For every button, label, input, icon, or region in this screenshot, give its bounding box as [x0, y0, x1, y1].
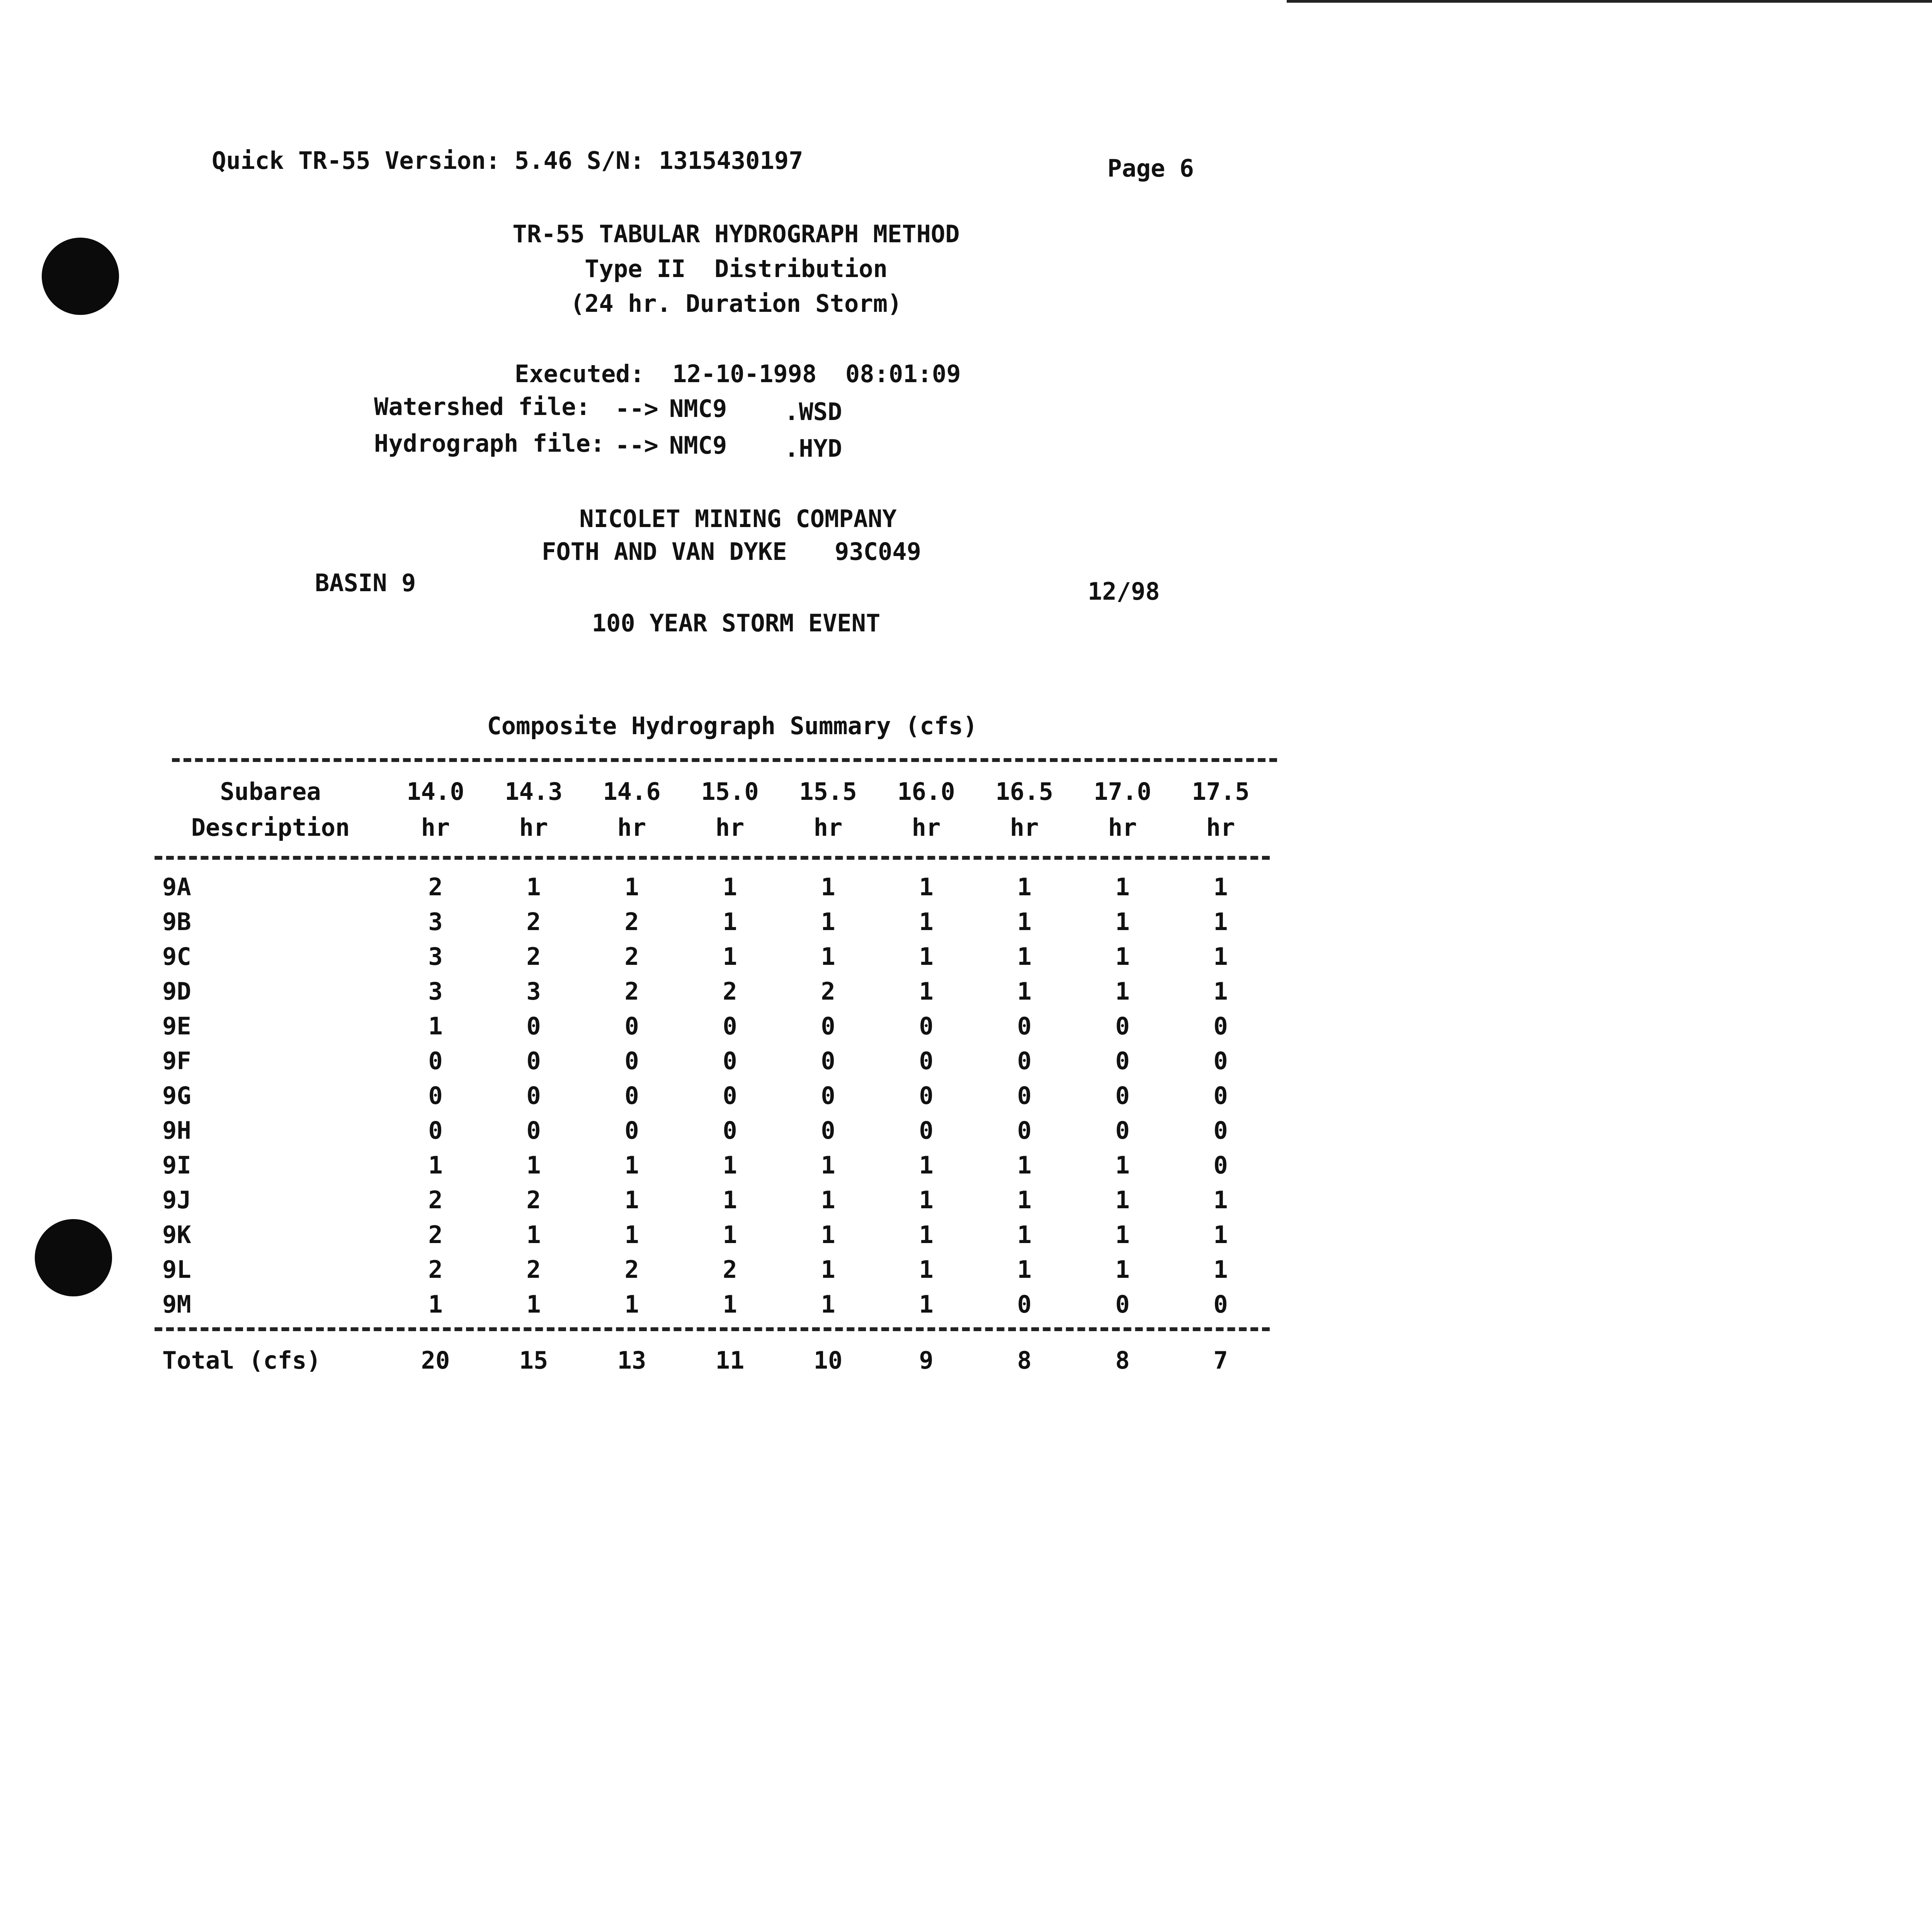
flow-cell: 0	[1213, 1116, 1228, 1145]
column-unit: hr	[519, 813, 548, 842]
column-unit: hr	[813, 813, 843, 842]
column-time: 14.6	[603, 777, 661, 806]
subarea-label: 9D	[162, 977, 191, 1005]
flow-cell: 1	[821, 1185, 835, 1214]
flow-cell: 2	[428, 1255, 443, 1284]
flow-cell: 1	[919, 1151, 934, 1179]
flow-cell: 0	[821, 1012, 835, 1040]
table-row	[155, 1113, 1270, 1148]
column-header	[779, 773, 877, 846]
subarea-label: 9M	[162, 1290, 191, 1318]
flow-cell: 0	[624, 1081, 639, 1110]
table-title: Composite Hydrograph Summary (cfs)	[487, 712, 978, 740]
flow-cell: 0	[1213, 1081, 1228, 1110]
flow-cell: 1	[723, 1290, 737, 1318]
flow-cell: 2	[624, 907, 639, 936]
page-number: Page 6	[1107, 154, 1194, 182]
column-time: 17.5	[1192, 777, 1250, 806]
column-time: 16.5	[995, 777, 1053, 806]
flow-cell: 1	[723, 872, 737, 901]
flow-cell: 0	[526, 1012, 541, 1040]
subarea-label: 9G	[162, 1081, 191, 1110]
flow-cell: 1	[526, 872, 541, 901]
total-cell: 10	[813, 1346, 843, 1374]
flow-cell: 1	[1213, 1185, 1228, 1214]
flow-cell: 1	[821, 1255, 835, 1284]
hydrograph-file-name: NMC9	[669, 431, 727, 459]
flow-cell: 1	[624, 1290, 639, 1318]
flow-cell: 0	[1017, 1290, 1032, 1318]
flow-cell: 1	[821, 1151, 835, 1179]
flow-cell: 1	[1017, 1185, 1032, 1214]
subarea-header	[155, 773, 386, 846]
total-cell: 15	[519, 1346, 548, 1374]
subarea-label: 9B	[162, 907, 191, 936]
executed-value: 12-10-1998 08:01:09	[672, 360, 961, 388]
flow-cell: 2	[526, 942, 541, 971]
flow-cell: 2	[624, 1255, 639, 1284]
flow-cell: 0	[723, 1116, 737, 1145]
flow-cell: 1	[526, 1290, 541, 1318]
subarea-label: 9E	[162, 1012, 191, 1040]
storm-duration: (24 hr. Duration Storm)	[570, 289, 902, 318]
flow-cell: 2	[526, 907, 541, 936]
table-row	[155, 1043, 1270, 1078]
flow-cell: 1	[1213, 977, 1228, 1005]
binder-hole-top	[42, 238, 119, 315]
total-cell: 9	[919, 1346, 934, 1374]
job-number: 93C049	[835, 537, 921, 566]
column-header	[583, 773, 681, 846]
flow-cell: 2	[428, 1185, 443, 1214]
subarea-label: 9F	[162, 1046, 191, 1075]
total-cell: 13	[617, 1346, 646, 1374]
executed-label: Executed:	[515, 360, 645, 388]
column-unit: hr	[421, 813, 450, 842]
table-row	[155, 939, 1270, 974]
table-row	[155, 904, 1270, 939]
firm-name: FOTH AND VAN DYKE	[542, 537, 787, 566]
table-row	[155, 1217, 1270, 1252]
total-row	[155, 1337, 1270, 1383]
total-cell: 8	[1115, 1346, 1130, 1374]
flow-cell: 1	[1115, 977, 1130, 1005]
flow-cell: 0	[624, 1116, 639, 1145]
flow-cell: 1	[821, 907, 835, 936]
flow-cell: 1	[919, 1290, 934, 1318]
total-label: Total (cfs)	[162, 1346, 321, 1374]
flow-cell: 1	[1115, 942, 1130, 971]
column-unit: hr	[1108, 813, 1137, 842]
flow-cell: 1	[723, 1151, 737, 1179]
flow-cell: 1	[1213, 872, 1228, 901]
table-row	[155, 869, 1270, 904]
flow-cell: 0	[624, 1012, 639, 1040]
header-separator-row	[155, 846, 1270, 869]
flow-cell: 0	[1017, 1046, 1032, 1075]
table-body	[155, 869, 1270, 1321]
subarea-label: 9I	[162, 1151, 191, 1179]
flow-cell: 2	[624, 977, 639, 1005]
flow-cell: 1	[526, 1220, 541, 1249]
flow-cell: 1	[821, 942, 835, 971]
flow-cell: 0	[526, 1081, 541, 1110]
flow-cell: 1	[1115, 1151, 1130, 1179]
table-row	[155, 1182, 1270, 1217]
column-unit: hr	[715, 813, 745, 842]
flow-cell: 1	[1017, 977, 1032, 1005]
flow-cell: 3	[428, 977, 443, 1005]
flow-cell: 1	[1017, 1255, 1032, 1284]
column-time: 15.0	[701, 777, 759, 806]
column-header	[386, 773, 485, 846]
flow-cell: 0	[821, 1081, 835, 1110]
flow-cell: 0	[428, 1046, 443, 1075]
flow-cell: 0	[1213, 1012, 1228, 1040]
table-header-row	[155, 773, 1270, 846]
table-row	[155, 1148, 1270, 1182]
flow-cell: 3	[526, 977, 541, 1005]
subarea-label: 9K	[162, 1220, 191, 1249]
flow-cell: 1	[1115, 907, 1130, 936]
table-row	[155, 1287, 1270, 1321]
flow-cell: 1	[624, 1151, 639, 1179]
flow-cell: 1	[624, 872, 639, 901]
subarea-label: 9C	[162, 942, 191, 971]
company-name: NICOLET MINING COMPANY	[579, 505, 897, 533]
watershed-file-arrow: -->	[615, 395, 658, 423]
flow-cell: 2	[428, 1220, 443, 1249]
header-rule	[155, 856, 1270, 860]
flow-cell: 0	[723, 1081, 737, 1110]
total-cell: 8	[1017, 1346, 1032, 1374]
column-unit: hr	[1206, 813, 1235, 842]
flow-cell: 3	[428, 942, 443, 971]
flow-cell: 0	[1213, 1151, 1228, 1179]
flow-cell: 1	[1017, 907, 1032, 936]
total-separator-row	[155, 1321, 1270, 1337]
column-header	[877, 773, 975, 846]
flow-cell: 0	[1213, 1046, 1228, 1075]
flow-cell: 2	[624, 942, 639, 971]
total-cell: 20	[421, 1346, 450, 1374]
column-unit: hr	[617, 813, 646, 842]
table-row	[155, 1078, 1270, 1113]
flow-cell: 2	[723, 977, 737, 1005]
flow-cell: 2	[526, 1255, 541, 1284]
table-top-rule	[172, 758, 1277, 762]
flow-cell: 0	[526, 1116, 541, 1145]
flow-cell: 1	[919, 1220, 934, 1249]
flow-cell: 1	[1213, 942, 1228, 971]
total-rule	[155, 1327, 1270, 1331]
flow-cell: 0	[526, 1046, 541, 1075]
flow-cell: 1	[428, 1151, 443, 1179]
flow-cell: 1	[1115, 1220, 1130, 1249]
flow-cell: 0	[1115, 1012, 1130, 1040]
flow-cell: 2	[723, 1255, 737, 1284]
flow-cell: 0	[723, 1046, 737, 1075]
flow-cell: 3	[428, 907, 443, 936]
flow-cell: 1	[723, 907, 737, 936]
column-time: 15.5	[799, 777, 857, 806]
hydrograph-table	[155, 773, 1270, 1383]
flow-cell: 1	[723, 1185, 737, 1214]
flow-cell: 1	[919, 1255, 934, 1284]
flow-cell: 1	[1213, 907, 1228, 936]
table-row	[155, 1252, 1270, 1287]
column-header	[485, 773, 583, 846]
flow-cell: 1	[428, 1290, 443, 1318]
flow-cell: 0	[821, 1116, 835, 1145]
subarea-label: 9L	[162, 1255, 191, 1284]
top-edge-line	[1287, 0, 1932, 3]
flow-cell: 1	[526, 1151, 541, 1179]
flow-cell: 0	[1115, 1081, 1130, 1110]
flow-cell: 0	[723, 1012, 737, 1040]
flow-cell: 1	[821, 1290, 835, 1318]
flow-cell: 1	[919, 1185, 934, 1214]
flow-cell: 1	[1017, 872, 1032, 901]
flow-cell: 0	[624, 1046, 639, 1075]
column-time: 17.0	[1094, 777, 1151, 806]
subarea-header-line2: Description	[191, 813, 350, 842]
flow-cell: 0	[1017, 1116, 1032, 1145]
flow-cell: 1	[821, 872, 835, 901]
flow-cell: 2	[821, 977, 835, 1005]
flow-cell: 1	[624, 1185, 639, 1214]
watershed-file-ext: .WSD	[784, 398, 842, 426]
flow-cell: 0	[1115, 1290, 1130, 1318]
flow-cell: 1	[1115, 1255, 1130, 1284]
flow-cell: 1	[1115, 1185, 1130, 1214]
flow-cell: 1	[1017, 1151, 1032, 1179]
watershed-file-label: Watershed file:	[374, 393, 590, 421]
subarea-label: 9A	[162, 872, 191, 901]
flow-cell: 1	[1213, 1255, 1228, 1284]
flow-cell: 2	[428, 872, 443, 901]
flow-cell: 2	[526, 1185, 541, 1214]
subarea-header-line1: Subarea	[220, 777, 321, 806]
total-cell: 7	[1213, 1346, 1228, 1374]
flow-cell: 0	[1017, 1012, 1032, 1040]
software-version: Quick TR-55 Version: 5.46 S/N: 1315430197	[212, 146, 803, 175]
flow-cell: 1	[1213, 1220, 1228, 1249]
project-date: 12/98	[1088, 577, 1160, 605]
watershed-file-name: NMC9	[669, 395, 727, 423]
subarea-label: 9H	[162, 1116, 191, 1145]
hydrograph-file-arrow: -->	[615, 431, 658, 459]
flow-cell: 1	[723, 1220, 737, 1249]
flow-cell: 0	[919, 1046, 934, 1075]
column-header	[1073, 773, 1172, 846]
flow-cell: 1	[821, 1220, 835, 1249]
flow-cell: 1	[1017, 1220, 1032, 1249]
method-title: TR-55 TABULAR HYDROGRAPH METHOD	[512, 220, 960, 248]
flow-cell: 1	[723, 942, 737, 971]
flow-cell: 0	[821, 1046, 835, 1075]
flow-cell: 0	[919, 1081, 934, 1110]
flow-cell: 0	[1115, 1046, 1130, 1075]
total-cell: 11	[715, 1346, 745, 1374]
flow-cell: 1	[919, 907, 934, 936]
flow-cell: 0	[919, 1012, 934, 1040]
column-unit: hr	[1010, 813, 1039, 842]
distribution-type: Type II Distribution	[585, 255, 888, 283]
flow-cell: 1	[428, 1012, 443, 1040]
storm-event: 100 YEAR STORM EVENT	[592, 609, 881, 637]
column-header	[975, 773, 1073, 846]
column-time: 16.0	[897, 777, 955, 806]
basin-label: BASIN 9	[315, 569, 416, 597]
column-unit: hr	[912, 813, 941, 842]
hydrograph-file-label: Hydrograph file:	[374, 429, 605, 457]
flow-cell: 0	[1017, 1081, 1032, 1110]
flow-cell: 1	[1115, 872, 1130, 901]
flow-cell: 1	[919, 942, 934, 971]
column-header	[1172, 773, 1270, 846]
flow-cell: 0	[1115, 1116, 1130, 1145]
hydrograph-file-ext: .HYD	[784, 434, 842, 463]
column-time: 14.3	[505, 777, 563, 806]
flow-cell: 1	[919, 872, 934, 901]
flow-cell: 0	[919, 1116, 934, 1145]
flow-cell: 1	[624, 1220, 639, 1249]
column-time: 14.0	[406, 777, 464, 806]
flow-cell: 1	[919, 977, 934, 1005]
binder-hole-middle	[35, 1219, 112, 1296]
table-row	[155, 974, 1270, 1009]
flow-cell: 0	[428, 1116, 443, 1145]
flow-cell: 1	[1017, 942, 1032, 971]
table-row	[155, 1009, 1270, 1043]
subarea-label: 9J	[162, 1185, 191, 1214]
flow-cell: 0	[428, 1081, 443, 1110]
column-header	[681, 773, 779, 846]
flow-cell: 0	[1213, 1290, 1228, 1318]
